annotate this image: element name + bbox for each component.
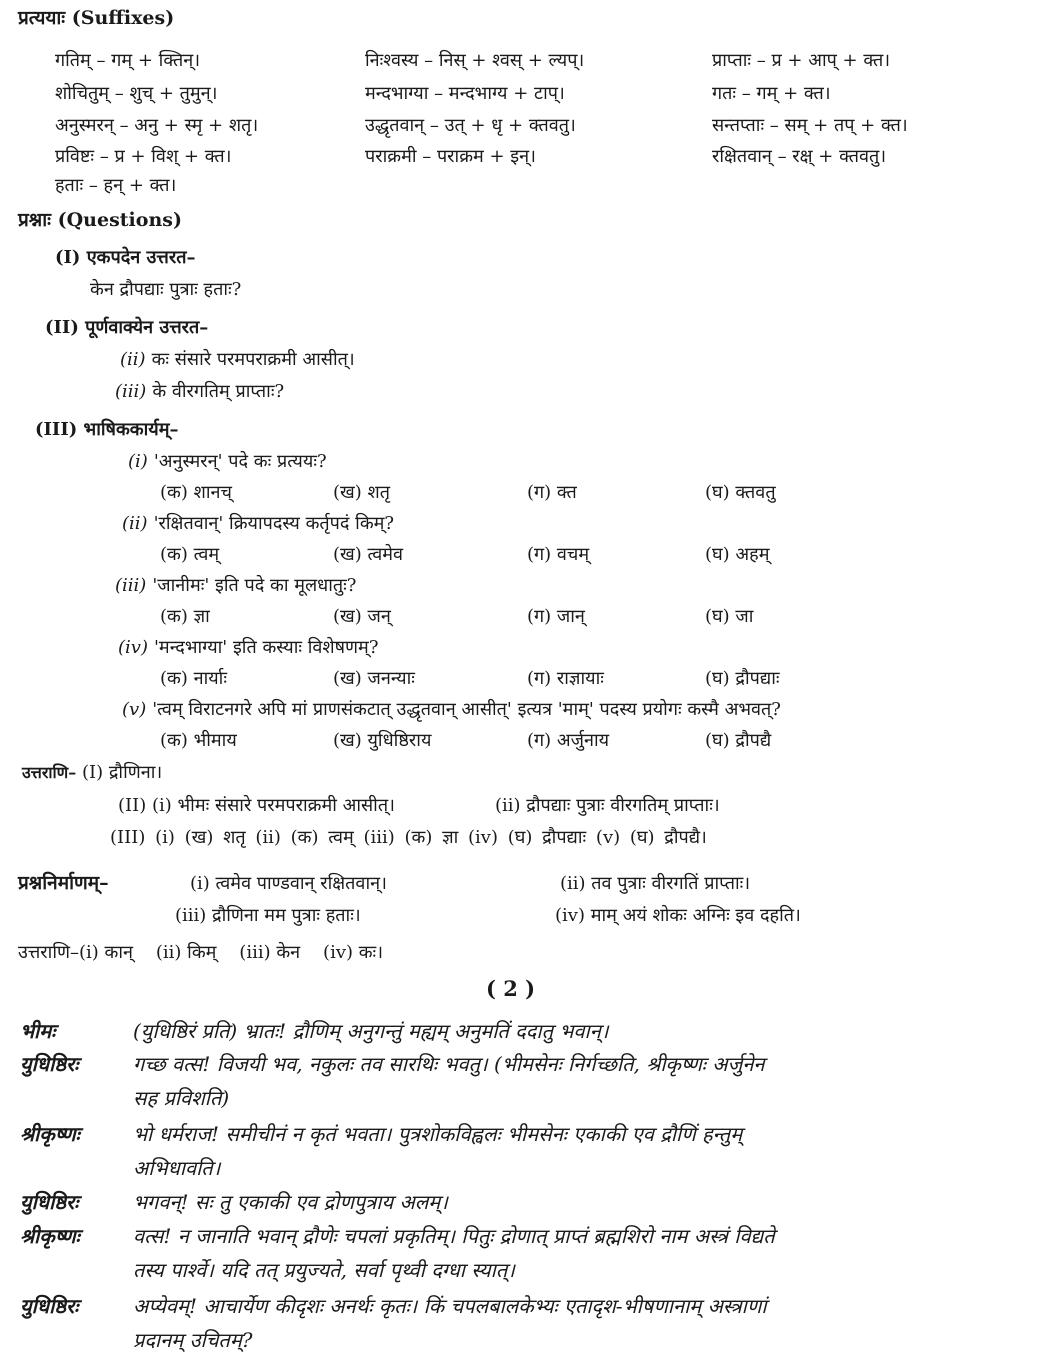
mcq-option[interactable]: (घ) क्तवतु [705, 482, 776, 503]
dialogue-line: भो धर्मराज! समीचीनं न कृतं भवता। पुत्रशोकविह्वलः भीमसेनः एकाकी एव द्रौणिं हन्तुम् [133, 1122, 743, 1146]
mcq-option[interactable]: (क) भीमाय [160, 730, 237, 751]
mcq-option[interactable]: (ग) जान् [527, 606, 585, 627]
mcq-option[interactable]: (क) नार्याः [160, 668, 227, 689]
mcq-question [115, 574, 356, 598]
question-making-label: प्रश्ननिर्माणम्– [18, 872, 109, 894]
speaker-name: युधिष्ठिरः [20, 1190, 79, 1214]
mcq-option[interactable]: (क) त्वम् [160, 544, 220, 565]
mcq-option[interactable]: (ख) जनन्याः [333, 668, 415, 689]
question-making-item: (iii) द्रौणिना मम पुत्राः हताः। [175, 905, 361, 926]
dialogue-line: अभिधावति। [133, 1156, 221, 1180]
item-text: 'त्वम् विराटनगरे अपि मां प्राणसंकटात् उद्धृतवान् आसीत्' इत्यत्र 'माम्' पदस्य प्रयोगः कस्मै अभवत्? [152, 699, 781, 720]
suffix-entry: प्राप्ताः – प्र + आप् + क्त। [712, 50, 891, 71]
question-making-item: (i) त्वमेव पाण्डवान् रक्षितवान्। [190, 873, 387, 894]
mcq-option[interactable]: (ग) अर्जुनाय [527, 730, 610, 751]
item-number: (iii) [115, 381, 147, 402]
mcq-option[interactable]: (क) ज्ञा [160, 606, 210, 627]
suffixes-heading [18, 6, 174, 30]
mcq-option[interactable]: (घ) द्रौपद्याः [705, 668, 780, 689]
mcq-option[interactable]: (ख) युधिष्ठिराय [333, 730, 432, 751]
speaker-name: युधिष्ठिरः [20, 1294, 79, 1318]
speaker-name: भीमः [20, 1019, 56, 1043]
suffix-entry: गतिम् – गम् + क्तिन्। [55, 50, 201, 71]
mcq-question [122, 698, 781, 722]
suffix-entry: उद्धृतवान् – उत् + धृ + क्तवतु। [365, 115, 576, 136]
question-III-label: (III) भाषिककार्यम्– [35, 419, 179, 440]
dialogue-line: वत्स! न जानाति भवान् द्रौणेः चपलां प्रकृतिम्। पितुः द्रोणात् प्राप्तं ब्रह्मशिरो नाम अस्त्रं विद्यते [133, 1224, 775, 1248]
item-number: (ii) [120, 349, 146, 370]
question-making-item: (iv) माम् अयं शोकः अग्निः इव दहति। [555, 905, 801, 926]
mcq-option[interactable]: (ख) जन् [333, 606, 391, 627]
question-II-item [120, 348, 355, 372]
item-number: (v) [122, 699, 147, 720]
dialogue-line: अप्येवम्! आचार्येण कीदृशः अनर्थः कृतः। किं चपलबालकेभ्यः एतादृश-भीषणानाम् अस्त्राणां [133, 1294, 767, 1318]
item-text: कः संसारे परमपराक्रमी आसीत्। [151, 349, 355, 370]
suffix-entry: सन्तप्ताः – सम् + तप् + क्त। [712, 115, 908, 136]
mcq-option[interactable]: (ख) त्वमेव [333, 544, 404, 565]
answer-II-b: (ii) द्रौपद्याः पुत्राः वीरगतिम् प्राप्ताः। [495, 795, 720, 816]
mcq-option[interactable]: (घ) जा [705, 606, 754, 627]
dialogue-line: भगवन्! सः तु एकाकी एव द्रोणपुत्राय अलम्। [133, 1190, 448, 1214]
mcq-option[interactable]: (ग) राज्ञायाः [527, 668, 604, 689]
item-text: 'मन्दभाग्या' इति कस्याः विशेषणम्? [153, 637, 379, 658]
dialogue-line: प्रदानम् उचितम्? [133, 1328, 253, 1352]
item-text: 'अनुस्मरन्' पदे कः प्रत्ययः? [153, 451, 327, 472]
suffix-entry: शोचितुम् – शुच् + तुमुन्। [55, 83, 218, 104]
question-II-label: (II) पूर्णवाक्येन उत्तरत– [45, 317, 209, 338]
item-text: 'जानीमः' इति पदे का मूलधातुः? [152, 575, 357, 596]
dialogue-line: गच्छ वत्स! विजयी भव, नकुलः तव सारथिः भवतु। (भीमसेनः निर्गच्छति, श्रीकृष्णः अर्जुनेन [133, 1052, 765, 1076]
answer-I: (I) द्रौणिना। [81, 762, 163, 783]
question-I-label: (I) एकपदेन उत्तरत– [55, 247, 196, 268]
item-text: 'रक्षितवान्' क्रियापदस्य कर्तृपदं किम्? [153, 513, 395, 534]
answers-label: उत्तराणि– [22, 763, 77, 782]
suffix-entry: निःश्वस्य – निस् + श्वस् + ल्यप्। [365, 50, 585, 71]
answers-block-1 [22, 761, 162, 785]
suffix-entry: अनुस्मरन् – अनु + स्मृ + शतृ। [55, 115, 259, 136]
speaker-name: श्रीकृष्णः [20, 1224, 80, 1248]
question-making-item: (ii) तव पुत्राः वीरगतिं प्राप्ताः। [560, 873, 751, 894]
speaker-name: युधिष्ठिरः [20, 1052, 79, 1076]
mcq-option[interactable]: (क) शानच् [160, 482, 232, 503]
section-number: ( 2 ) [486, 976, 536, 1001]
suffix-entry: रक्षितवान् – रक्ष् + क्तवतु। [712, 146, 887, 167]
suffixes-heading-en: (Suffixes) [71, 7, 175, 29]
speaker-name: श्रीकृष्णः [20, 1122, 80, 1146]
mcq-option[interactable]: (ग) वचम् [527, 544, 590, 565]
mcq-question [128, 450, 327, 474]
answer-II: (II) (i) भीमः संसारे परमपराक्रमी आसीत्। [118, 795, 395, 816]
dialogue-line: सह प्रविशति) [133, 1086, 230, 1110]
item-number: (iii) [115, 575, 147, 596]
item-text: के वीरगतिम् प्राप्ताः? [152, 381, 285, 402]
questions-heading-en: (Questions) [57, 209, 182, 231]
dialogue-line: तस्य पार्श्वे। यदि तत् प्रयुज्यते, सर्वा पृथ्वी दग्धा स्यात्। [133, 1258, 515, 1282]
dialogue-line: (युधिष्ठिरं प्रति) भ्रातः! द्रौणिम् अनुगन्तुं मह्यम् अनुमतिं ददातु भवान्। [133, 1019, 609, 1043]
question-I-text: केन द्रौपद्याः पुत्राः हताः? [90, 279, 242, 300]
suffix-entry: प्रविष्टः – प्र + विश् + क्त। [55, 146, 232, 167]
question-making-answers: उत्तराणि–(i) कान् (ii) किम् (iii) केन (iv) कः। [18, 942, 384, 963]
item-number: (i) [128, 451, 148, 472]
mcq-option[interactable]: (घ) द्रौपद्यै [705, 730, 772, 751]
mcq-option[interactable]: (ग) क्त [527, 482, 577, 503]
suffix-entry: गतः – गम् + क्त। [712, 83, 831, 104]
mcq-option[interactable]: (घ) अहम् [705, 544, 770, 565]
suffix-entry: मन्दभाग्या – मन्दभाग्य + टाप्। [365, 83, 565, 104]
questions-heading-hi: प्रश्नाः [18, 209, 52, 231]
answer-III: (III) (i) (ख) शतृ (ii) (क) त्वम् (iii) (क) ज्ञा (iv) (घ) द्रौपद्याः (v) (घ) द्रौपद्यै। [110, 827, 707, 848]
item-number: (ii) [122, 513, 148, 534]
suffixes-heading-hi: प्रत्ययाः [18, 7, 66, 29]
mcq-question [118, 636, 378, 660]
mcq-question [122, 512, 394, 536]
item-number: (iv) [118, 637, 148, 658]
question-II-item [115, 380, 284, 404]
questions-heading [18, 208, 182, 232]
suffix-entry: हताः – हन् + क्त। [55, 175, 177, 196]
mcq-option[interactable]: (ख) शतृ [333, 482, 390, 503]
suffix-entry: पराक्रमी – पराक्रम + इन्। [365, 146, 536, 167]
